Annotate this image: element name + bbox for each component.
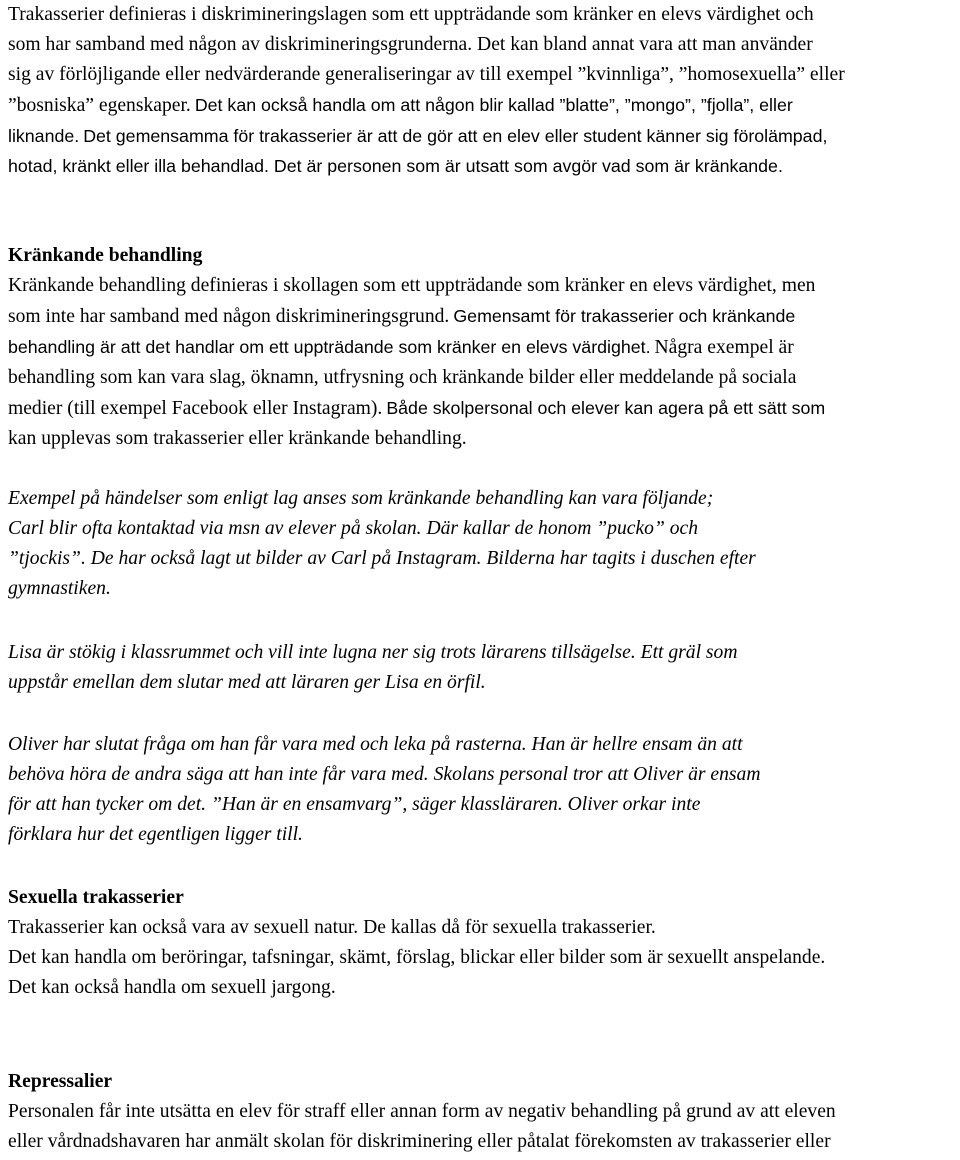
section-krankande <box>8 241 958 454</box>
section-line: Det kan handla om beröringar, tafsningar, skämt, förslag, blickar eller bilder som är sexuellt anspelande. <box>8 947 826 968</box>
section-line: kan upplevas som trakasserier eller kränkande behandling. <box>8 428 467 449</box>
section-sexuella <box>8 883 958 1003</box>
intro-line-part: Det kan också handla om att någon blir kallad ”blatte”, ”mongo”, ”fjolla”, eller <box>194 95 793 115</box>
section-heading: Repressalier <box>8 1071 113 1092</box>
example-line: Carl blir ofta kontaktad via msn av elever på skolan. Där kallar de honom ”pucko” och <box>8 518 699 539</box>
section-line-part: Både skolpersonal och elever kan agera på ett sätt som <box>386 398 826 418</box>
intro-line-part: ”bosniska” egenskaper. <box>8 95 191 116</box>
example-oliver <box>8 730 958 850</box>
example-carl <box>8 484 958 604</box>
example-lisa <box>8 638 958 698</box>
section-line-part: som inte har samband med någon diskrimineringsgrund. <box>8 306 450 327</box>
example-line: för att han tycker om det. ”Han är en ensamvarg”, säger klassläraren. Oliver orkar inte <box>8 794 701 815</box>
intro-paragraph <box>8 0 958 181</box>
intro-line: Trakasserier definieras i diskrimineringslagen som ett uppträdande som kränker en elevs värdighet och <box>8 4 814 25</box>
example-line: Exempel på händelser som enligt lag anses som kränkande behandling kan vara följande; <box>8 488 714 509</box>
section-line: Personalen får inte utsätta en elev för straff eller annan form av negativ behandling på grund av att eleven <box>8 1101 836 1122</box>
section-line: Trakasserier kan också vara av sexuell natur. De kallas då för sexuella trakasserier. <box>8 917 656 938</box>
section-heading: Kränkande behandling <box>8 245 203 266</box>
section-line: Kränkande behandling definieras i skollagen som ett uppträdande som kränker en elevs värdighet, men <box>8 275 816 296</box>
example-line: gymnastiken. <box>8 578 111 599</box>
intro-line: som har samband med någon av diskrimineringsgrunderna. Det kan bland annat vara att man använder <box>8 34 813 55</box>
example-line: uppstår emellan dem slutar med att läraren ger Lisa en örfil. <box>8 672 486 693</box>
section-heading: Sexuella trakasserier <box>8 887 184 908</box>
example-line: förklara hur det egentligen ligger till. <box>8 824 303 845</box>
section-line: eller vårdnadshavaren har anmält skolan för diskriminering eller påtalat förekomsten av trakasserier eller <box>8 1131 831 1152</box>
intro-line-part: liknande. <box>8 126 80 146</box>
example-line: Lisa är stökig i klassrummet och vill inte lugna ner sig trots lärarens tillsägelse. Ett gräl som <box>8 642 738 663</box>
section-line-part: Gemensamt för trakasserier och kränkande <box>453 306 796 326</box>
section-line-part: medier (till exempel Facebook eller Instagram). <box>8 398 383 419</box>
intro-line-part: Det gemensamma för trakasserier är att de gör att en elev eller student känner sig förolämpad, <box>83 126 828 146</box>
example-line: behöva höra de andra säga att han inte får vara med. Skolans personal tror att Oliver är ensam <box>8 764 761 785</box>
section-line: behandling som kan vara slag, öknamn, utfrysning och kränkande bilder eller meddelande på sociala <box>8 367 797 388</box>
section-repressalier <box>8 1067 958 1157</box>
example-line: ”tjockis”. De har också lagt ut bilder av Carl på Instagram. Bilderna har tagits i duschen efter <box>8 548 756 569</box>
section-line-part: behandling är att det handlar om ett uppträdande som kränker en elevs värdighet. <box>8 337 651 357</box>
intro-line: sig av förlöjligande eller nedvärderande generaliseringar av till exempel ”kvinnliga”, ”homosexuella” eller <box>8 64 845 85</box>
section-line-part: Några exempel är <box>654 337 794 358</box>
section-line: Det kan också handla om sexuell jargong. <box>8 977 336 998</box>
example-line: Oliver har slutat fråga om han får vara med och leka på rasterna. Han är hellre ensam än att <box>8 734 743 755</box>
intro-line: hotad, kränkt eller illa behandlad. Det är personen som är utsatt som avgör vad som är kränkande. <box>8 156 783 176</box>
